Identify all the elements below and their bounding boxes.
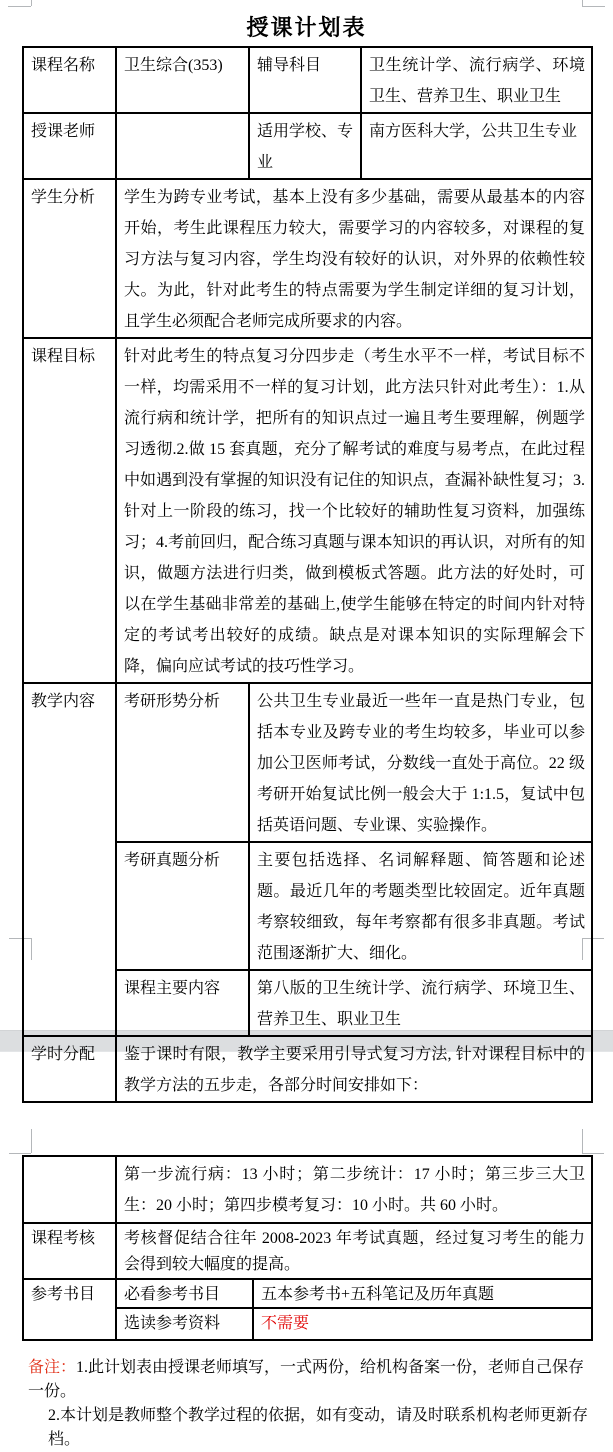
course-name-value: 卫生综合(353) [116, 47, 249, 113]
table-row [23, 338, 592, 683]
crop-mark [8, 6, 31, 7]
crop-mark [582, 1153, 604, 1154]
assessment-text: 考核督促结合往年 2008-2023 年考试真题，经过复习考生的能力会得到较大幅度的提高。 [116, 1223, 592, 1279]
optional-read-value: 不需要 [253, 1308, 592, 1340]
hours-detail-text: 第一步流行病：13 小时；第二步统计：17 小时；第三步三大卫生：20 小时；第四步模考复习：10 小时。共 60 小时。 [116, 1156, 592, 1223]
table-row [23, 47, 592, 113]
subjects-label: 辅导科目 [249, 47, 361, 113]
teacher-value [116, 113, 249, 179]
table-row [23, 113, 592, 179]
main-content-text: 第八版的卫生统计学、流行病学、环境卫生、营养卫生、职业卫生 [249, 970, 592, 1036]
empty-cell [23, 1156, 116, 1223]
table-row [23, 1223, 592, 1279]
crop-mark [31, 0, 32, 6]
school-value: 南方医科大学，公共卫生专业 [361, 113, 592, 179]
remarks-line-1 [28, 1356, 588, 1404]
crop-mark [582, 1129, 583, 1153]
remarks-label: 备注： [28, 1359, 77, 1376]
exam-situation-label: 考研形势分析 [116, 683, 249, 842]
references-label: 参考书目 [23, 1279, 116, 1340]
hours-text: 鉴于课时有限，教学主要采用引导式复习方法, 针对课程目标中的教学方法的五步走，各部分时间安排如下： [116, 1036, 592, 1102]
optional-read-label: 选读参考资料 [116, 1308, 253, 1340]
course-goal-text: 针对此考生的特点复习分四步走（考生水平不一样，考试目标不一样，均需采用不一样的复习计划，此方法只针对此考生）：1.从流行病和统计学，把所有的知识点过一遍且考生要理解，例题学习透彻.2.做 15 套真题，充分了解考试的难度与易考点，在此过程中如遇到没有掌握的知识没有记住的知识点，查漏补缺性复习；3.针对上一阶段的练习，找一个比较好的辅助性复习资料，加强练习；4.考前回归，配合练习真题与课本知识的再认识，对所有的知识，做题方法进行归类，做到模板式答题。此方法的好处时，可以在学生基础非常差的基础上,使学生能够在特定的时间内针对特定的考试考出较好的成绩。缺点是对课本知识的实际理解会下降，偏向应试考试的技巧性学习。 [116, 338, 592, 683]
table-row [23, 683, 592, 842]
table-row [23, 1036, 592, 1102]
exam-situation-text: 公共卫生专业最近一些年一直是热门专业，包括本专业及跨专业的考生均较多，毕业可以参加公卫医师考试，分数线一直处于高位。22 级考研开始复试比例一般会大于 1:1.5，复试中包括英语问题、专业课、实验操作。 [249, 683, 592, 842]
course-name-label: 课程名称 [23, 47, 116, 113]
school-label: 适用学校、专业 [249, 113, 361, 179]
crop-mark [582, 6, 605, 7]
table-row [23, 1279, 592, 1308]
table-row [23, 179, 592, 338]
remarks-line-2: 2.本计划是教师整个教学过程的依据，如有变动，请及时联系机构老师更新存档。 [48, 1407, 589, 1448]
table-row [23, 1156, 592, 1223]
must-read-value: 五本参考书+五科笔记及历年真题 [253, 1279, 592, 1308]
course-goal-label: 课程目标 [23, 338, 116, 683]
remarks [28, 1356, 588, 1452]
page-title: 授课计划表 [246, 15, 367, 40]
crop-mark [582, 0, 583, 6]
teaching-plan-table-page1 [22, 46, 593, 1103]
crop-mark [9, 1153, 31, 1154]
student-analysis-text: 学生为跨专业考试，基本上没有多少基础，需要从最基本的内容开始，考生此课程压力较大，需要学习的内容较多，对课程的复习方法与复习内容，学生均没有较好的认识，对外界的依赖性较大。为此，针对此考生的特点需要为学生制定详细的复习计划，且学生必须配合老师完成所要求的内容。 [116, 179, 592, 338]
teaching-content-label: 教学内容 [23, 683, 116, 1036]
hours-label: 学时分配 [23, 1036, 116, 1102]
main-content-label: 课程主要内容 [116, 970, 249, 1036]
assessment-label: 课程考核 [23, 1223, 116, 1279]
subjects-value: 卫生统计学、流行病学、环境卫生、营养卫生、职业卫生 [361, 47, 592, 113]
past-papers-text: 主要包括选择、名词解释题、简答题和论述题。最近几年的考题类型比较固定。近年真题考察较细致，每年考察都有很多非真题。考试范围逐渐扩大、细化。 [249, 842, 592, 970]
remarks-text-1: 1.此计划表由授课老师填写，一式两份，给机构备案一份，老师自己保存一份。 [28, 1359, 585, 1400]
past-papers-label: 考研真题分析 [116, 842, 249, 970]
must-read-label: 必看参考书目 [116, 1279, 253, 1308]
crop-mark [31, 1129, 32, 1153]
student-analysis-label: 学生分析 [23, 179, 116, 338]
teacher-label: 授课老师 [23, 113, 116, 179]
teaching-plan-table-page2 [22, 1155, 593, 1341]
